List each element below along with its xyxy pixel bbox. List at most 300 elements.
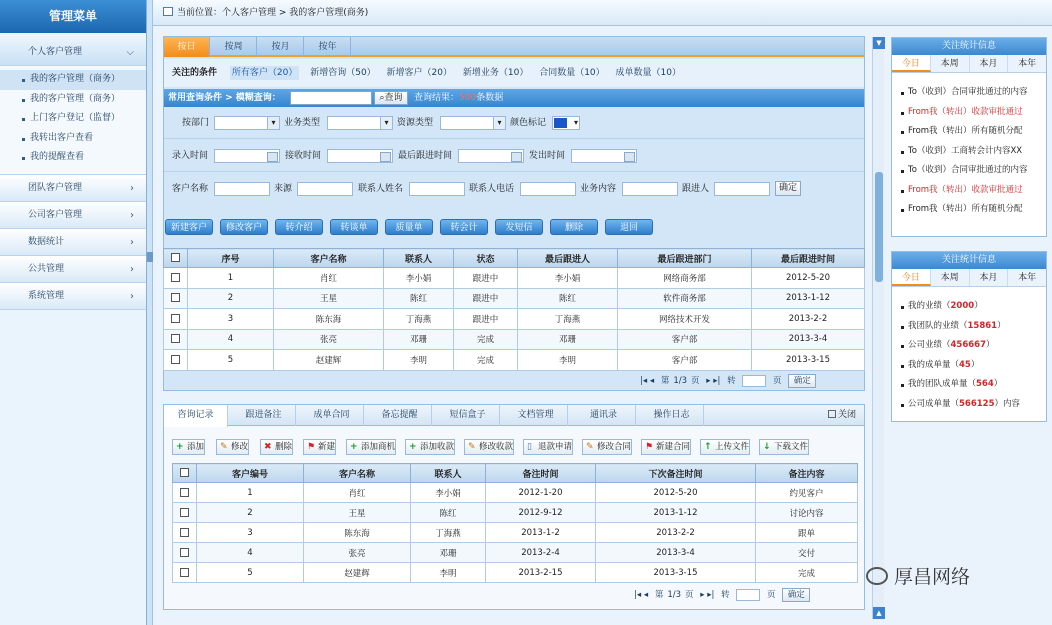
table-cell: 李明 — [411, 563, 486, 583]
download-file-button[interactable] — [759, 439, 809, 455]
sidebar-item-my-customers-2[interactable]: 我的客户管理（商务） — [0, 90, 146, 110]
tab-this-week[interactable]: 本周 — [931, 269, 970, 286]
focus-new-customers[interactable]: 新增客户（20） — [386, 68, 452, 78]
table-cell: 2012-1-20 — [486, 483, 596, 503]
stat-item[interactable] — [900, 317, 1046, 337]
table-cell: 2012-5-20 — [596, 483, 756, 503]
table-cell: 2013-3-15 — [596, 563, 756, 583]
sidebar-group-company[interactable] — [0, 202, 146, 229]
follower-input[interactable] — [714, 182, 770, 196]
add-payment-button[interactable] — [405, 439, 455, 455]
next-page-icon[interactable]: ▸ — [700, 590, 705, 600]
notification-item[interactable]: From我（转出）收款审批通过 — [900, 103, 1046, 123]
table-row[interactable] — [173, 543, 858, 563]
table-cell: 软件商务部 — [618, 288, 752, 309]
col-cust-name[interactable]: 客户名称 — [304, 464, 411, 483]
sidebar-group-public[interactable] — [0, 256, 146, 283]
row-select-cell — [173, 563, 197, 583]
focus-conditions — [164, 59, 864, 87]
table-cell: 李小娟 — [518, 268, 618, 289]
row-checkbox[interactable] — [180, 488, 189, 497]
query-result-prefix: 查询结果： — [414, 93, 460, 103]
table-row[interactable] — [164, 329, 865, 350]
table-cell: 5 — [188, 350, 274, 371]
scroll-thumb[interactable] — [875, 172, 883, 282]
delete-record-button[interactable] — [260, 439, 293, 455]
table-cell: 客户部 — [618, 329, 752, 350]
sidebar-item-my-customers-1[interactable]: 我的客户管理（商务） — [0, 70, 146, 90]
contact-phone-label: 联系人电话 — [469, 184, 515, 194]
plus-icon: + — [409, 442, 417, 452]
add-opportunity-button[interactable] — [346, 439, 396, 455]
query-button[interactable] — [374, 91, 408, 105]
table-row[interactable] — [173, 523, 858, 543]
sidebar-item-reminders[interactable]: 我的提醒查看 — [0, 148, 146, 168]
last-follow-time-input[interactable] — [458, 149, 524, 163]
last-page-icon[interactable]: ▸| — [713, 376, 721, 386]
edit-contract-button[interactable] — [582, 439, 632, 455]
table-row[interactable] — [164, 350, 865, 371]
entry-time-input[interactable] — [214, 149, 280, 163]
row-checkbox[interactable] — [180, 568, 189, 577]
table-cell: 2013-1-12 — [752, 288, 865, 309]
col-last-follower[interactable]: 最后跟进人 — [518, 249, 618, 268]
last-page-icon[interactable]: ▸| — [707, 590, 715, 600]
sidebar-item-transferred[interactable]: 我转出客户查看 — [0, 129, 146, 149]
table-cell: 李明 — [518, 350, 618, 371]
table-row[interactable] — [164, 288, 865, 309]
color-picker[interactable] — [552, 116, 580, 130]
goto-suffix: 页 — [767, 590, 776, 600]
chevron-right-icon: › — [130, 209, 134, 221]
table-cell: 完成 — [756, 563, 858, 583]
page-indicator: 1/3 — [667, 590, 682, 600]
send-sms-button[interactable]: 发短信 — [495, 219, 543, 235]
table-cell: 丁海燕 — [411, 523, 486, 543]
chevron-down-icon: ▾ — [573, 118, 578, 127]
table-header-row — [164, 249, 865, 268]
sidebar-group-label: 个人客户管理 — [28, 47, 83, 57]
scroll-up-icon[interactable]: ▼ — [873, 37, 885, 49]
row-checkbox[interactable] — [171, 273, 180, 282]
row-checkbox[interactable] — [180, 548, 189, 557]
stats-tabs — [892, 269, 1046, 287]
cust-name-input[interactable] — [214, 182, 270, 196]
notification-panel — [891, 37, 1047, 237]
sidebar-group-label: 数据统计 — [28, 236, 65, 247]
goto-label: 转 — [721, 590, 730, 600]
edit-customer-button[interactable]: 修改客户 — [220, 219, 268, 235]
table-cell: 跟进中 — [454, 288, 518, 309]
tab-today[interactable]: 今日 — [892, 55, 931, 72]
table-cell: 4 — [197, 543, 304, 563]
stat-item[interactable] — [900, 336, 1046, 356]
download-label: 下载文件 — [774, 442, 809, 452]
table-cell: 约见客户 — [756, 483, 858, 503]
tab-documents[interactable]: 文档管理 — [504, 405, 568, 426]
refund-label: 退款申请 — [538, 442, 573, 452]
col-index[interactable]: 序号 — [188, 249, 274, 268]
row-select-cell — [173, 483, 197, 503]
edit-label: 修改 — [231, 442, 249, 452]
page-suffix: 页 — [685, 590, 694, 600]
page-prefix: 第 — [660, 376, 670, 386]
row-checkbox[interactable] — [180, 528, 189, 537]
document-icon: ▯ — [527, 442, 532, 452]
biz-content-label: 业务内容 — [580, 184, 617, 194]
row-select-cell — [164, 309, 188, 330]
upload-label: 上传文件 — [715, 442, 750, 452]
col-cust-name[interactable]: 客户名称 — [274, 249, 384, 268]
stat-value: 45 — [959, 359, 971, 370]
refund-request-button[interactable] — [523, 439, 573, 455]
table-cell: 2013-2-2 — [752, 309, 865, 330]
tab-this-year[interactable]: 本年 — [1018, 273, 1037, 283]
notification-item[interactable]: From我（转出）所有随机分配 — [900, 122, 1046, 142]
sidebar-group-label: 系统管理 — [28, 290, 65, 301]
first-page-icon[interactable]: |◂ — [634, 590, 642, 600]
table-cell: 赵建辉 — [304, 563, 411, 583]
tab-sms-box[interactable]: 短信盒子 — [436, 405, 500, 426]
receive-time-input[interactable] — [327, 149, 393, 163]
sidebar-group-team[interactable] — [0, 175, 146, 202]
row-checkbox[interactable] — [180, 508, 189, 517]
row-select-cell — [173, 543, 197, 563]
filter-row-3 — [164, 173, 864, 205]
chevron-right-icon: › — [130, 182, 134, 194]
table-cell: 5 — [197, 563, 304, 583]
watermark — [866, 562, 1046, 592]
query-label: 常用查询条件 > 模糊查询： — [168, 93, 281, 103]
home-icon — [163, 7, 173, 16]
notification-item[interactable]: To（收到）合同审批通过的内容 — [900, 161, 1046, 181]
fuzzy-search-input[interactable] — [290, 91, 372, 105]
stat-label: 我的业绩（ — [908, 301, 951, 311]
table-cell: 陈东海 — [274, 309, 384, 330]
table-cell: 陈红 — [411, 503, 486, 523]
upload-file-button[interactable] — [700, 439, 750, 455]
new-contract-label: 新建合同 — [656, 442, 691, 452]
period-tabs — [164, 37, 864, 57]
cust-name-label: 客户名称 — [172, 184, 209, 194]
table-row[interactable] — [173, 483, 858, 503]
focus-new-inquiry[interactable]: 新增咨询（50） — [310, 68, 376, 78]
col-contact[interactable]: 联系人 — [384, 249, 454, 268]
stat-item[interactable] — [900, 375, 1046, 395]
sidebar-group-system[interactable] — [0, 283, 146, 310]
edit-payment-button[interactable] — [464, 439, 514, 455]
table-cell: 2013-3-15 — [752, 350, 865, 371]
res-type-label: 资源类型 — [397, 118, 434, 128]
prev-page-icon[interactable]: ◂ — [643, 590, 649, 600]
detail-tabs — [164, 405, 864, 426]
sidebar-item-visit-register[interactable]: 上门客户登记（监督） — [0, 109, 146, 129]
table-cell: 张亮 — [274, 329, 384, 350]
focus-order-count[interactable]: 成单数量（10） — [615, 68, 681, 78]
sidebar-group-stats[interactable] — [0, 229, 146, 256]
tab-day[interactable]: 按日 — [164, 37, 210, 57]
goto-page-input[interactable] — [736, 589, 760, 601]
notification-panel-title: 关注统计信息 — [892, 38, 1046, 55]
add-payment-label: 添加收款 — [420, 442, 455, 452]
pager-confirm-button[interactable]: 确定 — [788, 374, 816, 388]
new-customer-button[interactable]: 新建客户 — [165, 219, 213, 235]
prev-page-icon[interactable]: ◂ — [649, 376, 655, 386]
table-cell: 跟单 — [756, 523, 858, 543]
close-icon — [828, 410, 836, 418]
stat-item[interactable] — [900, 356, 1046, 376]
table2-pager — [634, 585, 810, 605]
table-cell: 跟进中 — [454, 268, 518, 289]
page-suffix: 页 — [691, 376, 700, 386]
page-indicator: 1/3 — [673, 376, 688, 386]
focus-contract-count[interactable]: 合同数量（10） — [539, 68, 605, 78]
col-contact[interactable]: 联系人 — [411, 464, 486, 483]
return-button[interactable]: 退回 — [605, 219, 653, 235]
notification-item[interactable]: To（收到）合同审批通过的内容 — [900, 83, 1046, 103]
delete-button[interactable]: 删除 — [550, 219, 598, 235]
sidebar — [0, 0, 147, 625]
chevron-right-icon: › — [130, 263, 134, 275]
table-cell: 李明 — [384, 350, 454, 371]
row-select-cell — [164, 350, 188, 371]
table-cell: 肖红 — [274, 268, 384, 289]
stat-value: 566125 — [959, 398, 995, 409]
row-select-cell — [164, 268, 188, 289]
biz-content-input[interactable] — [622, 182, 678, 196]
add-opportunity-label: 添加商机 — [361, 442, 396, 452]
tab-address-book[interactable]: 通讯录 — [572, 405, 636, 426]
tab-memo[interactable]: 备忘提醒 — [368, 405, 432, 426]
row-select-cell — [173, 523, 197, 543]
focus-new-business[interactable]: 新增业务（10） — [462, 68, 529, 78]
row-checkbox[interactable] — [171, 355, 180, 364]
table-cell: 3 — [197, 523, 304, 543]
table-row[interactable] — [173, 563, 858, 583]
stat-item[interactable] — [900, 395, 1046, 415]
to-accounting-button[interactable]: 转会计 — [440, 219, 488, 235]
table-cell: 网络商务部 — [618, 268, 752, 289]
table-row[interactable] — [164, 309, 865, 330]
entry-time-label: 录入时间 — [172, 151, 209, 161]
stats-list — [892, 287, 1046, 414]
table-cell: 客户部 — [618, 350, 752, 371]
select-all-checkbox[interactable] — [180, 468, 189, 477]
table-cell: 王星 — [274, 288, 384, 309]
referral-button[interactable]: 转介绍 — [275, 219, 323, 235]
new-button[interactable] — [303, 439, 336, 455]
table-cell: 李小娟 — [411, 483, 486, 503]
pencil-icon: ✎ — [468, 442, 476, 452]
stat-label: 我的团队成单量（ — [908, 379, 977, 389]
table-cell: 陈红 — [384, 288, 454, 309]
stat-value: 456667 — [950, 340, 987, 350]
row-checkbox[interactable] — [171, 314, 180, 323]
edit-contract-label: 修改合同 — [597, 442, 632, 452]
chevron-right-icon: › — [130, 290, 134, 302]
stat-suffix: ）内容 — [994, 398, 1021, 409]
tab-inquiry-records[interactable]: 咨询记录 — [164, 405, 228, 427]
filter-row-2 — [164, 140, 864, 172]
row-select-cell — [164, 329, 188, 350]
row-select-cell — [173, 503, 197, 523]
sidebar-toggle[interactable] — [147, 0, 153, 625]
source-label: 来源 — [274, 184, 293, 194]
table-cell: 2013-1-2 — [486, 523, 596, 543]
table-row[interactable] — [164, 268, 865, 289]
table-cell: 邓珊 — [384, 329, 454, 350]
main-scrollbar[interactable] — [872, 37, 884, 619]
notification-item[interactable]: From我（转出）所有随机分配 — [900, 200, 1046, 220]
select-all-cell — [173, 464, 197, 483]
tab-contracts[interactable]: 成单合同 — [300, 405, 364, 426]
stat-value: 2000 — [950, 301, 975, 311]
col-cust-id[interactable]: 客户编号 — [197, 464, 304, 483]
next-page-icon[interactable]: ▸ — [706, 376, 711, 386]
tab-this-month[interactable]: 本月 — [970, 269, 1009, 286]
source-input[interactable] — [297, 182, 353, 196]
res-type-select[interactable] — [440, 116, 506, 130]
breadcrumb — [153, 0, 1052, 26]
tab-follow-notes[interactable]: 跟进备注 — [232, 405, 296, 426]
table-cell: 2013-2-2 — [596, 523, 756, 543]
stat-suffix: ） — [993, 379, 1003, 389]
sidebar-title: 管理菜单 — [0, 0, 146, 33]
last-follow-time-label: 最后跟进时间 — [398, 151, 453, 161]
tab-this-month[interactable]: 本月 — [970, 55, 1009, 72]
table-cell: 丁海燕 — [384, 309, 454, 330]
close-button[interactable] — [828, 405, 856, 426]
table-cell: 完成 — [454, 329, 518, 350]
new-contract-button[interactable] — [641, 439, 691, 455]
edit-payment-label: 修改收款 — [479, 442, 514, 452]
tab-operation-log[interactable]: 操作日志 — [640, 405, 704, 426]
tab-this-week[interactable]: 本周 — [931, 55, 970, 72]
table-row[interactable] — [173, 503, 858, 523]
new-label: 新建 — [318, 442, 336, 452]
col-next-note-time[interactable]: 下次备注时间 — [596, 464, 756, 483]
pager-confirm-button[interactable]: 确定 — [782, 588, 810, 602]
stat-label: 我团队的业绩（ — [908, 320, 968, 331]
query-result-suffix: 条数据 — [476, 93, 504, 103]
table-cell: 赵建辉 — [274, 350, 384, 371]
sidebar-group-personal[interactable] — [0, 39, 146, 66]
col-last-dept[interactable]: 最后跟进部门 — [618, 249, 752, 268]
table-cell: 完成 — [454, 350, 518, 371]
download-icon: ↓ — [763, 442, 771, 452]
stat-item[interactable] — [900, 297, 1046, 317]
notification-item[interactable]: To（收到）工商转会计内容XX — [900, 142, 1046, 162]
table-cell: 2013-2-4 — [486, 543, 596, 563]
table-cell: 2 — [188, 288, 274, 309]
dept-label: 按部门 — [182, 118, 210, 128]
biz-type-label: 业务类型 — [284, 118, 321, 128]
stats-panel-title: 关注统计信息 — [892, 252, 1046, 269]
receive-time-label: 接收时间 — [285, 151, 322, 161]
add-button[interactable] — [172, 439, 205, 455]
notification-list — [892, 73, 1046, 220]
stat-value: 15861 — [967, 320, 998, 331]
query-button-label: 查询 — [384, 93, 403, 103]
dept-select[interactable] — [214, 116, 280, 130]
stat-suffix: ） — [986, 340, 995, 350]
stat-label: 我的成单量（ — [908, 359, 960, 370]
sidebar-group-label: 公共管理 — [28, 263, 65, 274]
sidebar-group-label: 团队客户管理 — [28, 182, 83, 193]
stats-panel — [891, 251, 1047, 422]
table-cell: 2013-2-15 — [486, 563, 596, 583]
chevron-right-icon: › — [130, 236, 134, 248]
notification-item[interactable]: From我（转出）收款审批通过 — [900, 181, 1046, 201]
table-cell: 丁海燕 — [518, 309, 618, 330]
collapse-arrow-icon[interactable] — [147, 252, 153, 262]
notes-table — [172, 463, 858, 583]
table-cell: 2012-5-20 — [752, 268, 865, 289]
plus-icon: + — [350, 442, 358, 452]
delete-icon: ✖ — [264, 442, 272, 452]
upload-icon: ↑ — [704, 442, 712, 452]
tab-week[interactable]: 按周 — [211, 37, 257, 57]
sidebar-group-label: 公司客户管理 — [28, 209, 83, 220]
table-cell: 肖红 — [304, 483, 411, 503]
search-icon: ⌕ — [379, 93, 385, 103]
delete-label: 删除 — [275, 442, 293, 452]
focus-all-customers[interactable]: 所有客户（20） — [231, 68, 298, 78]
contact-name-label: 联系人姓名 — [358, 184, 404, 194]
scroll-down-icon[interactable]: ▲ — [873, 607, 885, 619]
detail-panel — [163, 404, 865, 610]
contact-phone-input[interactable] — [520, 182, 576, 196]
to-negotiation-button[interactable]: 转谈单 — [330, 219, 378, 235]
quality-order-button[interactable]: 质量单 — [385, 219, 433, 235]
stat-label: 公司成单量（ — [908, 398, 960, 409]
col-note-content[interactable]: 备注内容 — [756, 464, 858, 483]
col-note-time[interactable]: 备注时间 — [486, 464, 596, 483]
send-time-label: 发出时间 — [529, 151, 566, 161]
close-label: 关闭 — [837, 410, 856, 420]
action-toolbar — [163, 219, 865, 235]
stat-suffix: ） — [970, 359, 980, 370]
flag-icon: ⚑ — [645, 442, 654, 452]
tab-month[interactable]: 按月 — [258, 37, 304, 57]
col-last-time[interactable]: 最后跟进时间 — [752, 249, 865, 268]
tab-today[interactable]: 今日 — [892, 269, 931, 286]
filter-confirm-button[interactable]: 确定 — [775, 181, 801, 196]
select-all-checkbox[interactable] — [171, 253, 180, 262]
table-cell: 2012-9-12 — [486, 503, 596, 523]
table1-pager — [640, 371, 816, 391]
goto-page-input[interactable] — [742, 375, 766, 387]
send-time-input[interactable] — [571, 149, 637, 163]
goto-label: 转 — [727, 376, 736, 386]
col-status[interactable]: 状态 — [454, 249, 518, 268]
edit-button[interactable] — [216, 439, 249, 455]
table-cell: 李小娟 — [384, 268, 454, 289]
tab-this-year[interactable]: 本年 — [1018, 59, 1037, 69]
row-checkbox[interactable] — [171, 293, 180, 302]
breadcrumb-text: 当前位置：个人客户管理 > 我的客户管理(商务) — [177, 8, 369, 18]
tab-year[interactable]: 按年 — [305, 37, 351, 57]
biz-type-select[interactable] — [327, 116, 393, 130]
row-select-cell — [164, 288, 188, 309]
row-checkbox[interactable] — [171, 334, 180, 343]
first-page-icon[interactable]: |◂ — [640, 376, 648, 386]
chevron-down-icon: ⌵ — [126, 47, 134, 58]
contact-name-input[interactable] — [409, 182, 465, 196]
stat-value: 564 — [976, 379, 994, 389]
table-cell: 网络技术开发 — [618, 309, 752, 330]
table-cell: 2013-3-4 — [596, 543, 756, 563]
